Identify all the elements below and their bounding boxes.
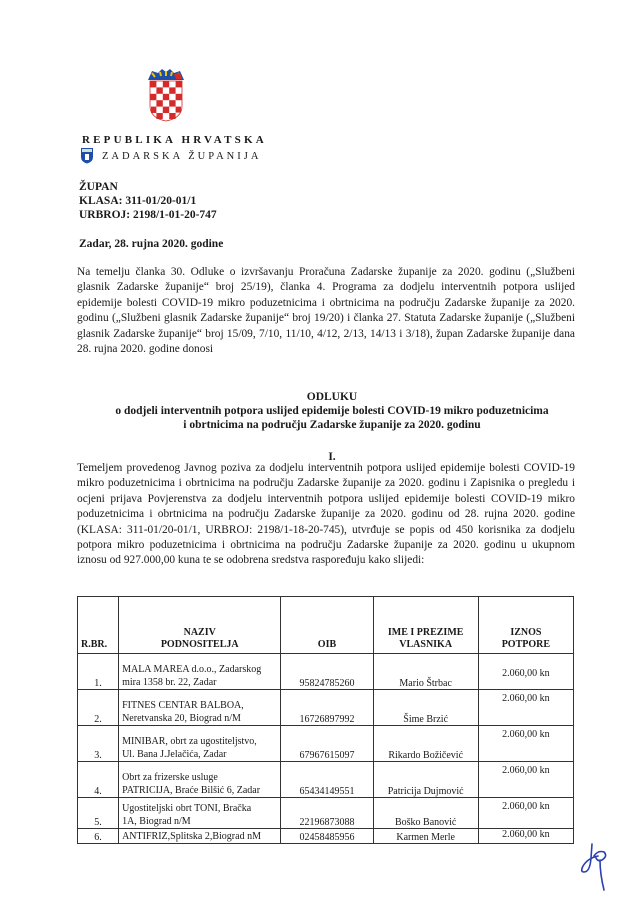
urbroj: URBROJ: 2198/1-01-20-747 [79,209,217,221]
header-naziv: NAZIV PODNOSITELJA [119,597,281,654]
amount: 2.060,00 kn [478,829,573,844]
oib: 02458485956 [281,829,373,844]
oib: 95824785260 [281,654,373,690]
county-coat-of-arms-icon [80,147,94,164]
row-number: 6. [78,829,119,844]
owner-name: Rikardo Božičević [373,726,478,762]
signature-initials-icon [578,842,618,892]
checkered-shield [150,81,182,121]
oib: 16726897992 [281,690,373,726]
row-number: 5. [78,798,119,829]
owner-name: Šime Brzić [373,690,478,726]
header-amount: IZNOS POTPORE [478,597,573,654]
applicant-name: Ugostiteljski obrt TONI, Bračka 1A, Biograd n/M [119,798,281,829]
croatian-coat-of-arms-icon [146,68,186,122]
country-name: REPUBLIKA HRVATSKA [82,134,267,146]
row-number: 2. [78,690,119,726]
oib: 67967615097 [281,726,373,762]
intro-paragraph: Na temelju članka 30. Odluke o izvršavanju Proračuna Zadarske županije za 2020. godinu („Službeni glasnik Zadarske županije“ broj 25/19), članka 4. Programa za dodjelu interventnih potpora uslijed epidemije bolesti COVID-19 mikro poduzetnicima i obrtnicima na području Zadarske županije za 2020. godinu („Službeni glasnik Zadarske županije“ broj 19/20) i članka 27. Statuta Zadarske županije („Službeni glasnik Zadarske županije“ broj 15/09, 7/10, 11/10, 4/12, 2/13, 14/13 i 3/18), župan Zadarske županije dana 28. rujna 2020. godine donosi [77,266,575,356]
crown [148,69,184,80]
place-date: Zadar, 28. rujna 2020. godine [79,238,224,250]
header-rbr: R.BR. [78,597,119,654]
section-paragraph: Temeljem provedenog Javnog poziva za dodjelu interventnih potpora uslijed epidemije bolesti COVID-19 mikro poduzetnicima i obrtnicima na području Zadarske županije za 2020. godinu i Zapisnika o pregledu i ocjeni prijava Povjerenstva za dodjelu interventnih potpora uslijed epidemije bolesti COVID-19 mikro poduzetnicima i obrtnicima na području Zadarske županije za 2020. godinu od 28. rujna 2020. godine (KLASA: 311-01/20-01/1, URBROJ: 2198/1-18-20-745), utvrđuje se popis od 450 korisnika za dodjelu potpora mikro poduzetnicima i obrtnicima na području Zadarske županije za 2020. godinu u ukupnom iznosu od 927.000,00 kuna te se odobrena sredstva raspoređuju kako slijedi: [77,462,575,567]
table-header-row [78,597,574,654]
oib: 65434149551 [281,762,373,798]
header-oib: OIB [281,597,373,654]
table-row [78,798,574,829]
klasa: KLASA: 311-01/20-01/1 [79,195,197,207]
decision-title: ODLUKU [306,391,358,403]
owner-name: Karmen Merle [373,829,478,844]
amount: 2.060,00 kn [478,798,573,829]
oib: 22196873088 [281,798,373,829]
amount: 2.060,00 kn [478,690,573,726]
owner-name: Patricija Dujmović [373,762,478,798]
applicant-name: FITNES CENTAR BALBOA, Neretvanska 20, Biograd n/M [119,690,281,726]
table-row [78,690,574,726]
county-name: ZADARSKA ŽUPANIJA [102,151,262,162]
decision-subtitle-line1: o dodjeli interventnih potpora uslijed epidemije bolesti COVID-19 mikro poduzetnicima [115,405,549,417]
beneficiaries-table [77,596,574,844]
table-row [78,654,574,690]
applicant-name: Obrt za frizerske usluge PATRICIJA, Braće Bilšić 6, Zadar [119,762,281,798]
amount: 2.060,00 kn [478,762,573,798]
table-row [78,829,574,844]
section-number: I. [328,451,336,463]
table-row [78,726,574,762]
applicant-name: ANTIFRIZ,Splitska 2,Biograd nM [119,829,281,844]
row-number: 3. [78,726,119,762]
applicant-name: MINIBAR, obrt za ugostiteljstvo, Ul. Bana J.Jelačića, Zadar [119,726,281,762]
office-title: ŽUPAN [79,181,118,193]
owner-name: Mario Štrbac [373,654,478,690]
row-number: 4. [78,762,119,798]
table-row [78,762,574,798]
amount: 2.060,00 kn [478,726,573,762]
owner-name: Boško Banović [373,798,478,829]
header-owner: IME I PREZIME VLASNIKA [373,597,478,654]
amount: 2.060,00 kn [478,654,573,690]
row-number: 1. [78,654,119,690]
decision-subtitle-line2: i obrtnicima na području Zadarske županije za 2020. godinu [183,419,481,431]
applicant-name: MALA MAREA d.o.o., Zadarskog mira 1358 br. 22, Zadar [119,654,281,690]
